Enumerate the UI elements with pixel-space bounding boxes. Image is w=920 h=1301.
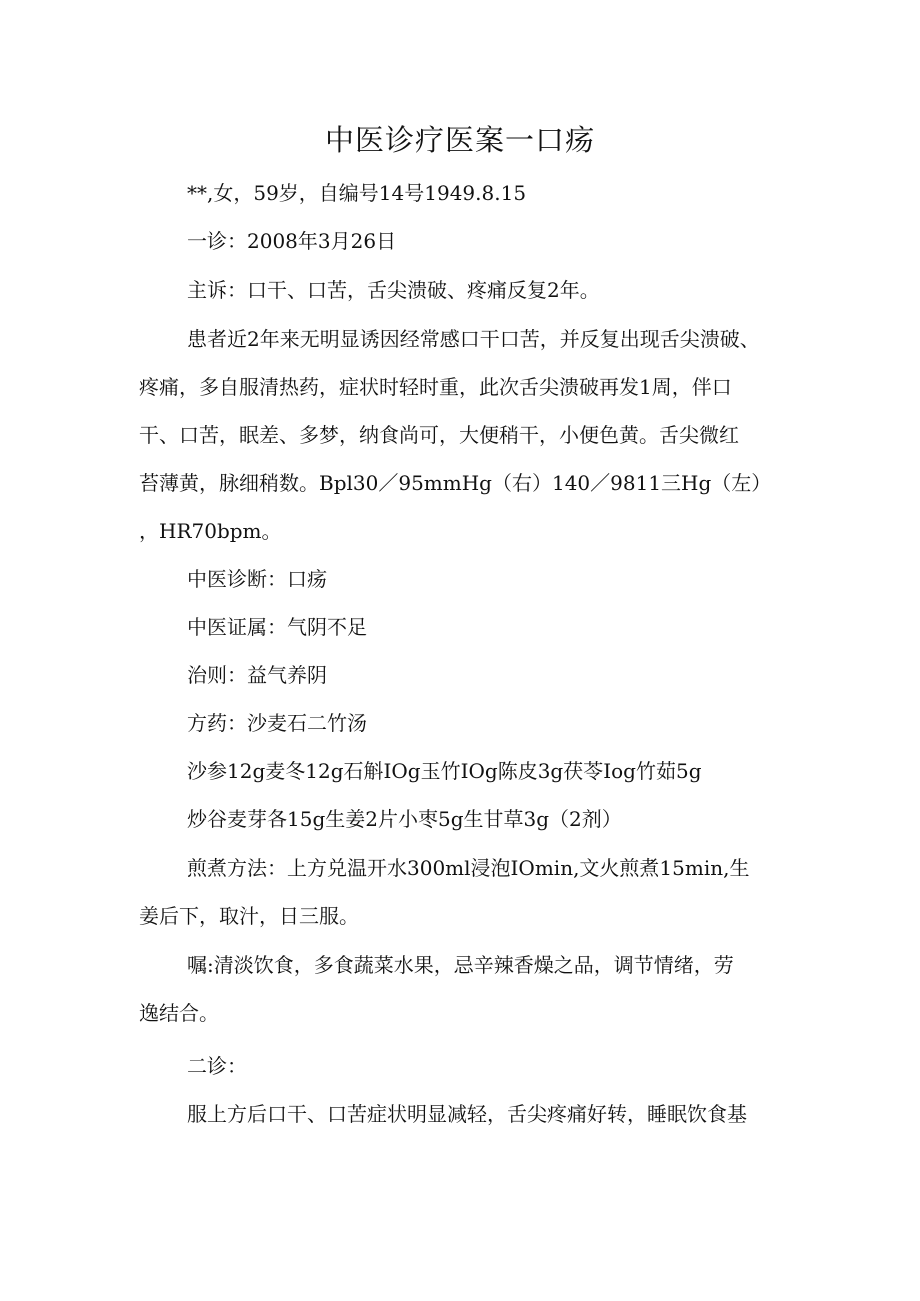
- second-visit-notes-line: 服上方后口干、口苦症状明显减轻，舌尖疼痛好转，睡眠饮食基: [187, 1102, 747, 1126]
- herbs-line-1: 沙参12g麦冬12g石斛IOg玉竹IOg陈皮3g茯苓Iog竹茹5g: [187, 759, 702, 783]
- tcm-diagnosis-line: 中医诊断：口疡: [187, 567, 327, 591]
- patient-info-line: **,女，59岁，自编号14号1949.8.15: [187, 181, 527, 205]
- decoction-method-line-2: 姜后下，取汁，日三服。: [139, 904, 359, 928]
- herbs-line-2: 炒谷麦芽各15g生姜2片小枣5g生甘草3g（2剂）: [187, 807, 622, 831]
- history-line-5: ，HR70bpm。: [139, 519, 282, 543]
- second-visit-line: 二诊：: [187, 1054, 247, 1078]
- history-line-3: 干、口苦，眠差、多梦，纳食尚可，大便稍干，小便色黄。舌尖微红: [139, 423, 739, 447]
- history-line-1: 患者近2年来无明显诱因经常感口干口苦，并反复出现舌尖溃破、: [187, 327, 760, 351]
- advice-line-2: 逸结合。: [139, 1001, 219, 1025]
- first-visit-date-line: 一诊：2008年3月26日: [187, 229, 397, 253]
- prescription-name-line: 方药：沙麦石二竹汤: [187, 711, 367, 735]
- history-line-4: 苔薄黄，脉细稍数。Bpl30／95mmHg（右）140／9811三Hg（左）: [139, 471, 772, 495]
- tcm-syndrome-line: 中医证属：气阴不足: [187, 615, 367, 639]
- history-line-2: 疼痛，多自服清热药，症状时轻时重，此次舌尖溃破再发1周，伴口: [139, 375, 732, 399]
- decoction-method-line-1: 煎煮方法：上方兑温开水300ml浸泡IOmin,文火煎煮15min,生: [187, 856, 750, 880]
- treatment-principle-line: 治则：益气养阴: [187, 663, 327, 687]
- advice-line-1: 嘱:清淡饮食，多食蔬菜水果，忌辛辣香燥之品，调节情绪，劳: [187, 953, 734, 977]
- chief-complaint-line: 主诉：口干、口苦，舌尖溃破、疼痛反复2年。: [187, 278, 600, 302]
- document-title: 中医诊疗医案一口疡: [324, 123, 595, 157]
